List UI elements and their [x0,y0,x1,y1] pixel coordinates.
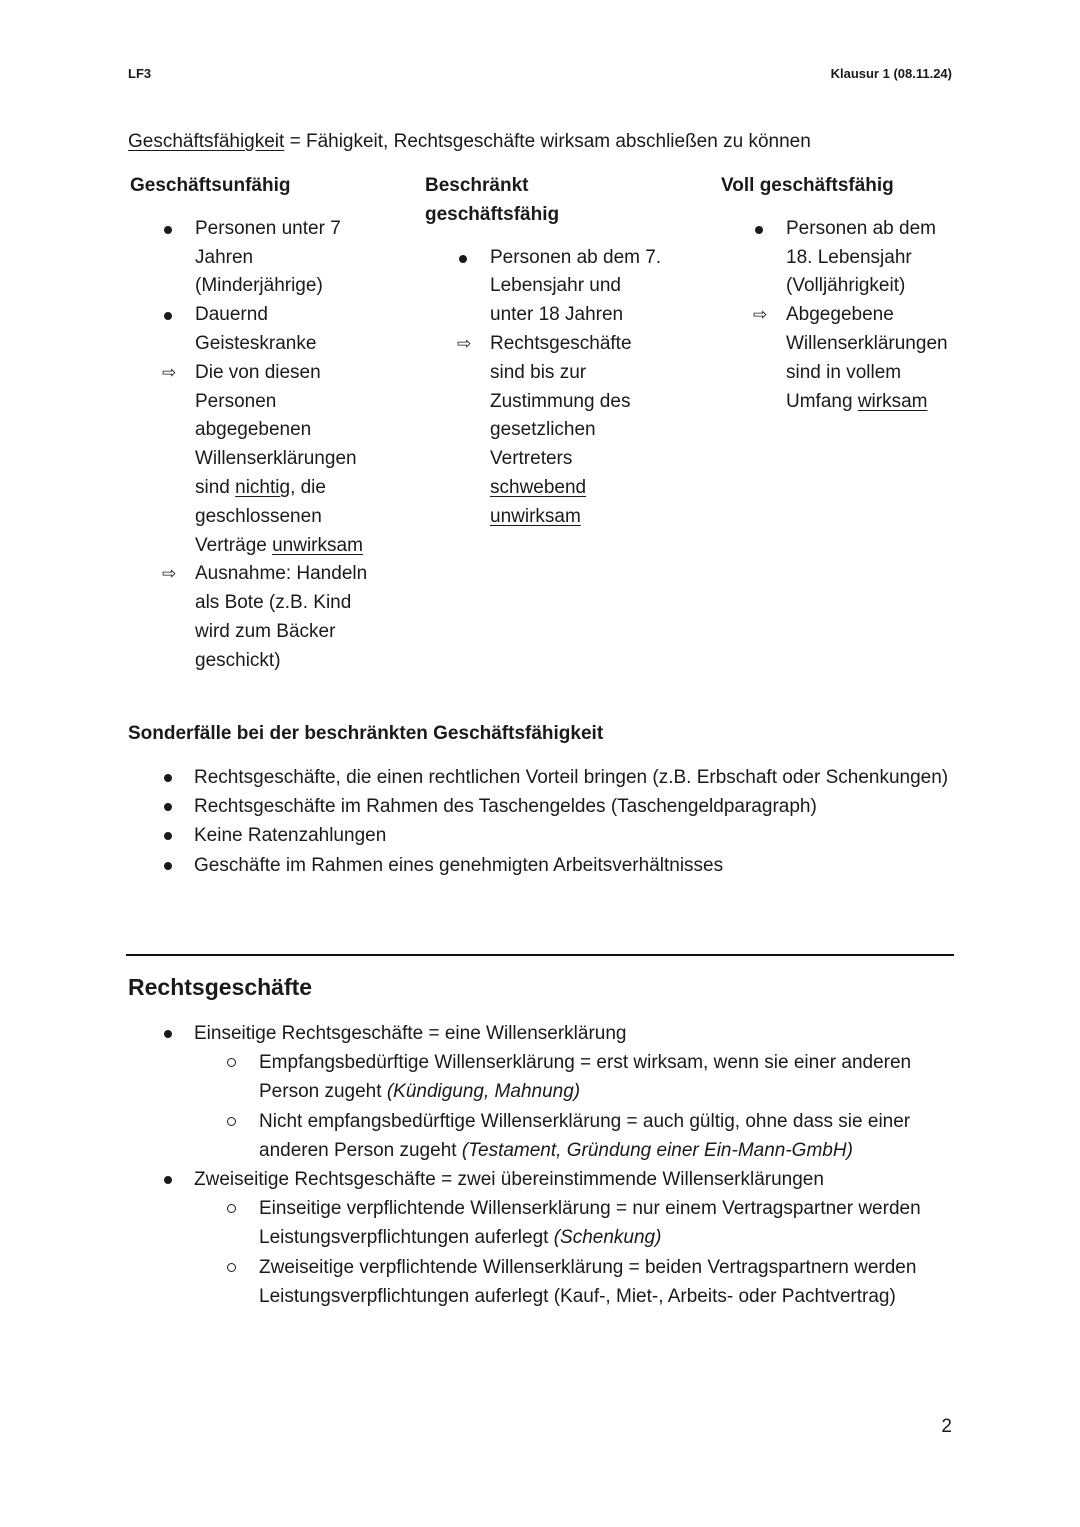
page-number: 2 [941,1416,952,1437]
special-cases-list [128,763,958,880]
sub-list-item: Zweiseitige verpflichtende Willenserklärung = beiden Vertragspartnern werden Leistungsverpflichtungen auferlegt (Kauf-, Miet-, Arbeits- oder Pachtvertrag) [128,1253,958,1311]
list-item: Rechtsgeschäfte, die einen rechtlichen Vorteil bringen (z.B. Erbschaft oder Schenkungen) [128,763,958,792]
column-title: Geschäftsunfähig [130,175,291,196]
header-exam-title: Klausur 1 (08.11.24) [830,66,952,81]
definition [128,130,811,154]
column-title: Beschränkt geschäftsfähig [425,175,560,225]
column-beschraenkt-geschaeftsfaehig [425,172,665,532]
arrow-right-icon: ⇨ [753,305,768,325]
list-item: Zweiseitige Rechtsgeschäfte = zwei übereinstimmende Willenserklärungen [128,1165,958,1194]
header-course: LF3 [128,66,152,81]
list-item: Personen ab dem 18. Lebensjahr (Volljährigkeit) [786,217,936,297]
list-item: Personen unter 7 Jahren (Minderjährige) [195,217,341,297]
list-item: Einseitige Rechtsgeschäfte = eine Willenserklärung [128,1019,958,1048]
list-item: ⇨ Die von diesen Personen abgegebenen Willenserklärungen sind nichtig, die geschlossenen Verträge unwirksam [130,359,370,561]
list-item: Dauernd Geisteskranke [195,304,317,354]
arrow-right-icon: ⇨ [162,362,177,382]
definition-text: = Fähigkeit, Rechtsgeschäfte wirksam abschließen zu können [284,131,811,152]
list-item: ⇨ Ausnahme: Handeln als Bote (z.B. Kind wird zum Bäcker geschickt) [130,560,370,675]
section-divider [126,954,954,956]
sub-list-item: Empfangsbedürftige Willenserklärung = erst wirksam, wenn sie einer anderen Person zugeht (Kündigung, Mahnung) [128,1048,958,1106]
arrow-right-icon: ⇨ [162,564,177,584]
legal-transactions-list [128,1019,958,1311]
list-item: Personen ab dem 7. Lebensjahr und unter 18 Jahren [490,246,662,326]
column-geschaeftsunfaehig [130,172,370,676]
list-item: Geschäfte im Rahmen eines genehmigten Arbeitsverhältnisses [128,851,958,880]
sub-list-item: Nicht empfangsbedürftige Willenserklärung = auch gültig, ohne dass sie einer anderen Person zugeht (Testament, Gründung einer Ein-Mann-GmbH) [128,1107,958,1165]
arrow-right-icon: ⇨ [457,333,472,353]
list-item: Keine Ratenzahlungen [128,821,958,850]
column-title: Voll geschäftsfähig [721,175,894,196]
list-item: ⇨ Rechtsgeschäfte sind bis zur Zustimmung des gesetzlichen Vertreters schwebend unwirksam [425,330,665,532]
definition-term: Geschäftsfähigkeit [128,131,285,152]
list-item: ⇨ Abgegebene Willenserklärungen sind in vollem Umfang wirksam [721,301,961,416]
column-voll-geschaeftsfaehig [721,172,961,416]
list-item: Rechtsgeschäfte im Rahmen des Taschengeldes (Taschengeldparagraph) [128,792,958,821]
sub-list-item: Einseitige verpflichtende Willenserklärung = nur einem Vertragspartner werden Leistungsverpflichtungen auferlegt (Schenkung) [128,1194,958,1252]
section-title-rechtsgeschaefte: Rechtsgeschäfte [128,974,313,1000]
special-cases-heading: Sonderfälle bei der beschränkten Geschäftsfähigkeit [128,723,604,744]
